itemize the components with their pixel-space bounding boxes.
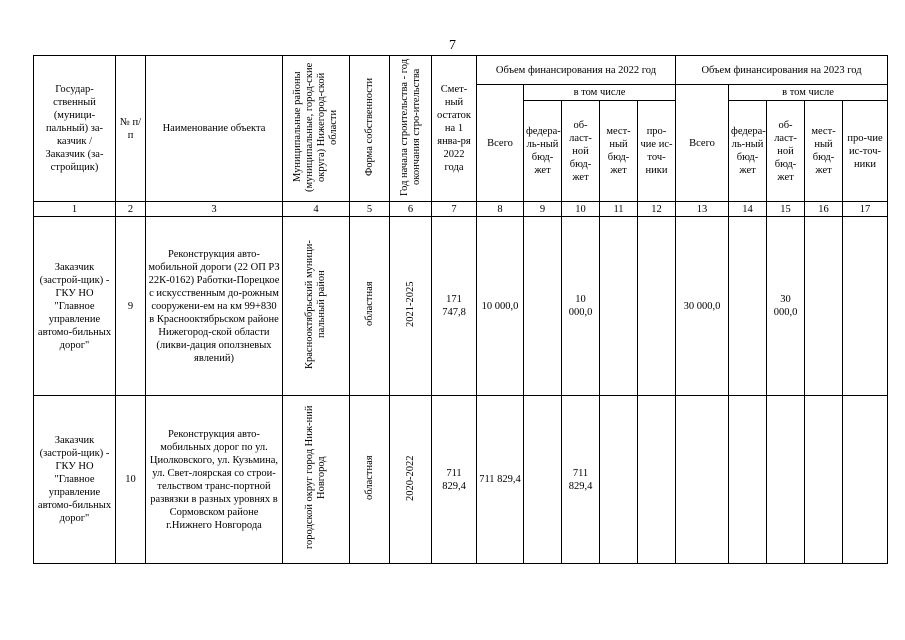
row-federal-2023: [729, 217, 767, 396]
header-years: Год начала строительства - год окончания стро-ительства: [398, 57, 422, 196]
row-district: городской округ город Ниж-ний Новгород: [304, 405, 327, 550]
header-local-2022: мест-ный бюд-жет: [600, 101, 638, 202]
col-number: 6: [390, 202, 432, 217]
col-number: 7: [432, 202, 477, 217]
header-including-2023: в том числе: [729, 85, 888, 101]
row-federal-2023: [729, 396, 767, 564]
column-number-row: [34, 202, 888, 217]
row-local-2023: [805, 396, 843, 564]
header-fin2022: Объем финансирования на 2022 год: [477, 56, 676, 85]
row-customer: Заказчик (застрой-щик) - ГКУ НО "Главное управление автомо-бильных дорог": [34, 217, 116, 396]
page-number: 7: [449, 38, 456, 53]
col-number: 9: [524, 202, 562, 217]
row-total-2023: [676, 396, 729, 564]
row-num: 9: [116, 217, 146, 396]
col-number: 14: [729, 202, 767, 217]
header-other-2023: про-чие ис-точ-ники: [843, 101, 888, 202]
row-federal-2022: [524, 396, 562, 564]
row-other-2022: [638, 217, 676, 396]
header-regional-2023: об-ласт-ной бюд-жет: [767, 101, 805, 202]
row-object-name: Реконструкция авто-мобильной дороги (22 ОП РЗ 22К-0162) Работки-Порецкое с искусственным до-рожным сооружени-ем на км 99+830 в Краснооктябрьском районе Нижегород-ской области (ликви-дация оползневых явлений): [146, 217, 283, 396]
row-other-2022: [638, 396, 676, 564]
header-num: № п/п: [116, 56, 146, 202]
financing-table: [33, 55, 888, 564]
row-num: 10: [116, 396, 146, 564]
col-number: 8: [477, 202, 524, 217]
header-districts: Муниципальные районы (муниципальные, город-ские округа) Нижегород-ской области: [292, 61, 339, 192]
row-total-2023: 30 000,0: [676, 217, 729, 396]
row-total-2022: 10 000,0: [477, 217, 524, 396]
header-ownership: Форма собственности: [363, 77, 375, 176]
row-regional-2022: 10 000,0: [562, 217, 600, 396]
row-estimate: 171 747,8: [432, 217, 477, 396]
col-number: 13: [676, 202, 729, 217]
col-number: 12: [638, 202, 676, 217]
row-regional-2022: 711 829,4: [562, 396, 600, 564]
col-number: 2: [116, 202, 146, 217]
col-number: 10: [562, 202, 600, 217]
row-regional-2023: 30 000,0: [767, 217, 805, 396]
row-other-2023: [843, 217, 888, 396]
row-other-2023: [843, 396, 888, 564]
row-ownership: областная: [363, 281, 375, 327]
header-total-2023: Всего: [676, 85, 729, 202]
col-number: 16: [805, 202, 843, 217]
header-estimate: Смет-ный остаток на 1 янва-ря 2022 года: [432, 56, 477, 202]
row-regional-2023: [767, 396, 805, 564]
col-number: 11: [600, 202, 638, 217]
col-number: 4: [283, 202, 350, 217]
row-ownership: областная: [363, 455, 375, 500]
header-local-2023: мест-ный бюд-жет: [805, 101, 843, 202]
header-name: Наименование объекта: [146, 56, 283, 202]
row-local-2023: [805, 217, 843, 396]
header-fin2023: Объем финансирования на 2023 год: [676, 56, 888, 85]
header-regional-2022: об-ласт-ной бюд-жет: [562, 101, 600, 202]
row-local-2022: [600, 396, 638, 564]
header-other-2022: про-чие ис-точ-ники: [638, 101, 676, 202]
header-customer: Государ-ственный (муници-пальный) за-казчик / Заказчик (за-стройщик): [34, 56, 116, 202]
row-district: Краснооктябрьский муници-пальный район: [304, 239, 327, 369]
row-years: 2021-2025: [404, 281, 416, 327]
row-years: 2020-2022: [404, 454, 416, 501]
header-federal-2023: федера-ль-ный бюд-жет: [729, 101, 767, 202]
col-number: 1: [34, 202, 116, 217]
row-customer: Заказчик (застрой-щик) - ГКУ НО "Главное управление автомо-бильных дорог": [34, 396, 116, 564]
row-federal-2022: [524, 217, 562, 396]
col-number: 3: [146, 202, 283, 217]
col-number: 5: [350, 202, 390, 217]
header-including-2022: в том числе: [524, 85, 676, 101]
col-number: 17: [843, 202, 888, 217]
row-object-name: Реконструкция авто-мобильных дорог по ул. Циолковского, ул. Кузьмина, ул. Свет-лоярская со строи-тельством транс-портной развязки в разных уровнях в Сормовском районе г.Нижнего Новгорода: [146, 396, 283, 564]
col-number: 15: [767, 202, 805, 217]
row-total-2022: 711 829,4: [477, 396, 524, 564]
table-row: [34, 217, 888, 396]
header-total-2022: Всего: [477, 85, 524, 202]
header-federal-2022: федера-ль-ный бюд-жет: [524, 101, 562, 202]
row-estimate: 711 829,4: [432, 396, 477, 564]
table-row: [34, 396, 888, 564]
row-local-2022: [600, 217, 638, 396]
